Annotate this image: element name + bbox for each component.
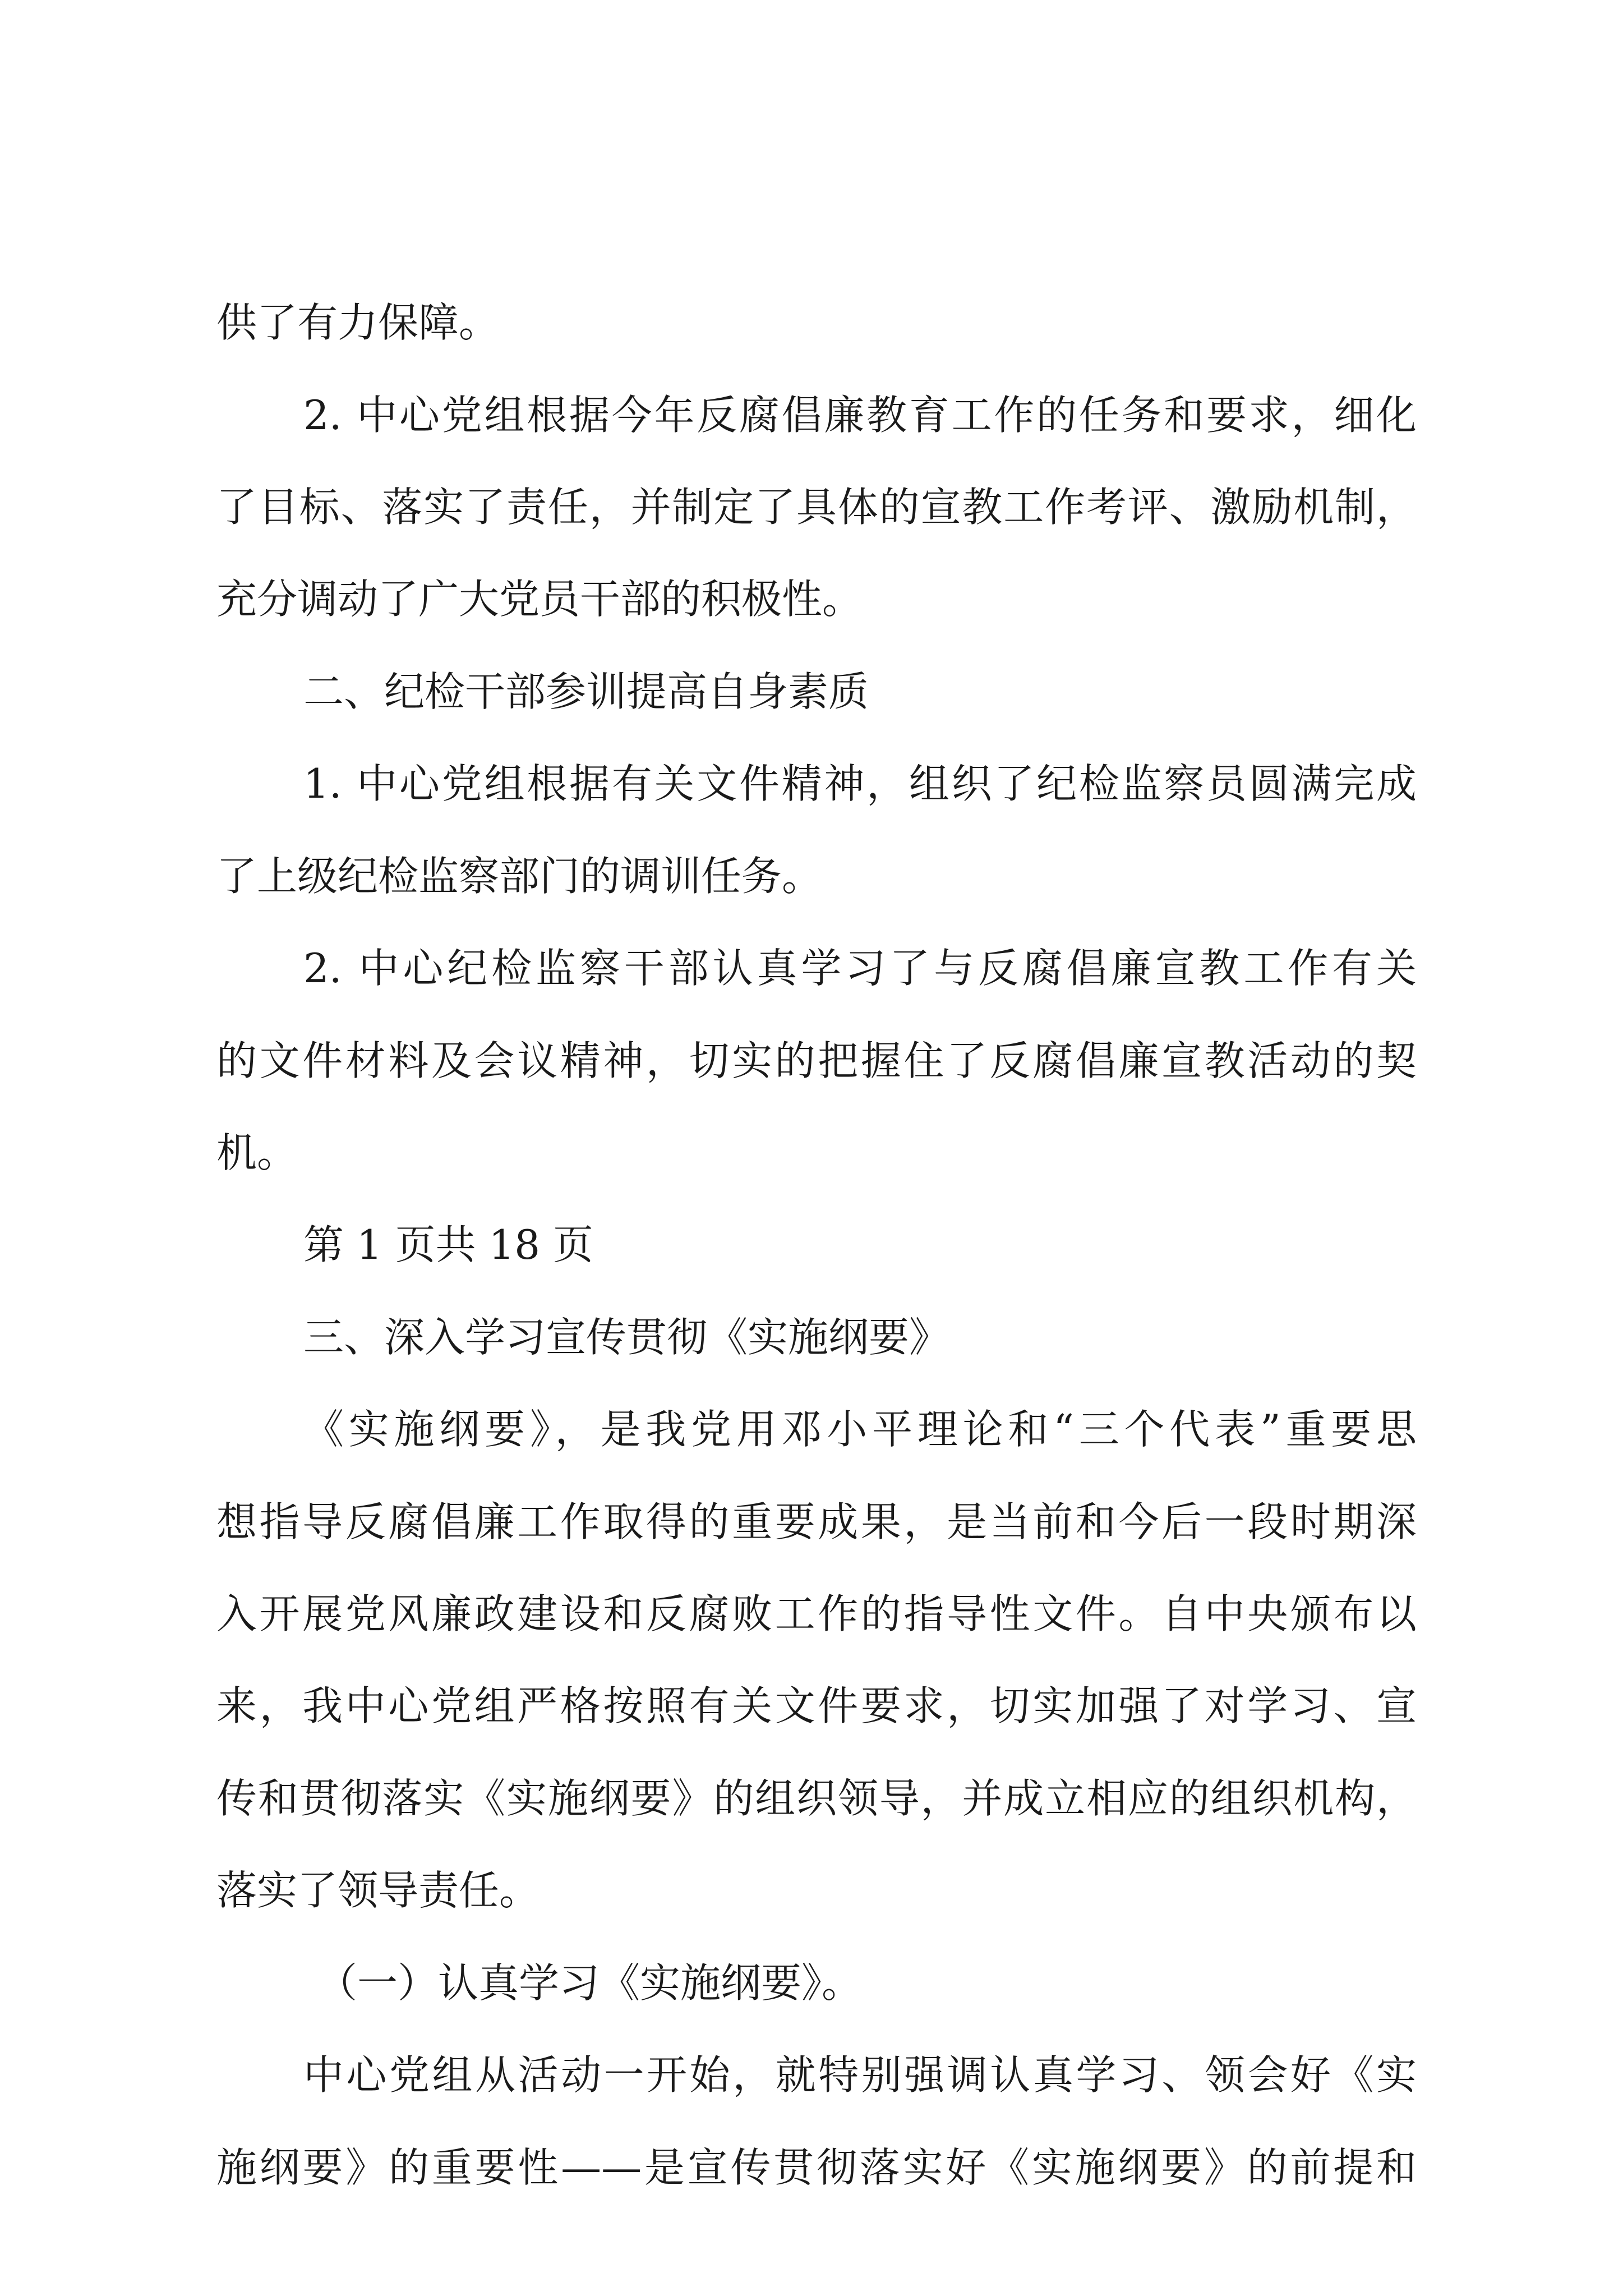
text-line: 供了有力保障。 (216, 299, 500, 346)
text-line: 《实施纲要》，是我党用邓小平理论和“三个代表”重要思 (303, 1406, 1417, 1453)
text-line: 中心党组从活动一开始，就特别强调认真学习、领会好《实 (303, 2051, 1417, 2099)
text-line: 想指导反腐倡廉工作取得的重要成果，是当前和今后一段时期深 (216, 1498, 1417, 1545)
text-line: 来，我中心党组严格按照有关文件要求，切实加强了对学习、宣 (216, 1682, 1417, 1729)
text-line: 的文件材料及会议精神，切实的把握住了反腐倡廉宣教活动的契 (216, 1037, 1417, 1084)
text-line: 入开展党风廉政建设和反腐败工作的指导性文件。自中央颁布以 (216, 1590, 1417, 1637)
section-heading: 三、深入学习宣传贯彻《实施纲要》 (303, 1314, 950, 1361)
text-line: 施纲要》的重要性——是宣传贯彻落实好《实施纲要》的前提和 (216, 2144, 1417, 2191)
text-line: 传和贯彻落实《实施纲要》的组织领导，并成立相应的组织机构， (216, 1775, 1417, 1822)
text-line: 1. 中心党组根据有关文件精神，组织了纪检监察员圆满完成 (303, 760, 1417, 807)
inline-page-marker: 第 1 页共 18 页 (303, 1221, 593, 1268)
section-heading: 二、纪检干部参训提高自身素质 (303, 668, 869, 715)
text-line: 2. 中心党组根据今年反腐倡廉教育工作的任务和要求，细化 (303, 392, 1417, 439)
text-line: 充分调动了广大党员干部的积极性。 (216, 576, 863, 623)
text-line: 了目标、落实了责任，并制定了具体的宣教工作考评、激励机制， (216, 484, 1417, 531)
text-line: 2. 中心纪检监察干部认真学习了与反腐倡廉宣教工作有关 (303, 945, 1417, 992)
text-line: 落实了领导责任。 (216, 1867, 540, 1914)
text-line: 机。 (216, 1129, 298, 1176)
subsection-heading: （一）认真学习《实施纲要》。 (317, 1959, 863, 2007)
text-line: 了上级纪检监察部门的调训任务。 (216, 853, 823, 900)
